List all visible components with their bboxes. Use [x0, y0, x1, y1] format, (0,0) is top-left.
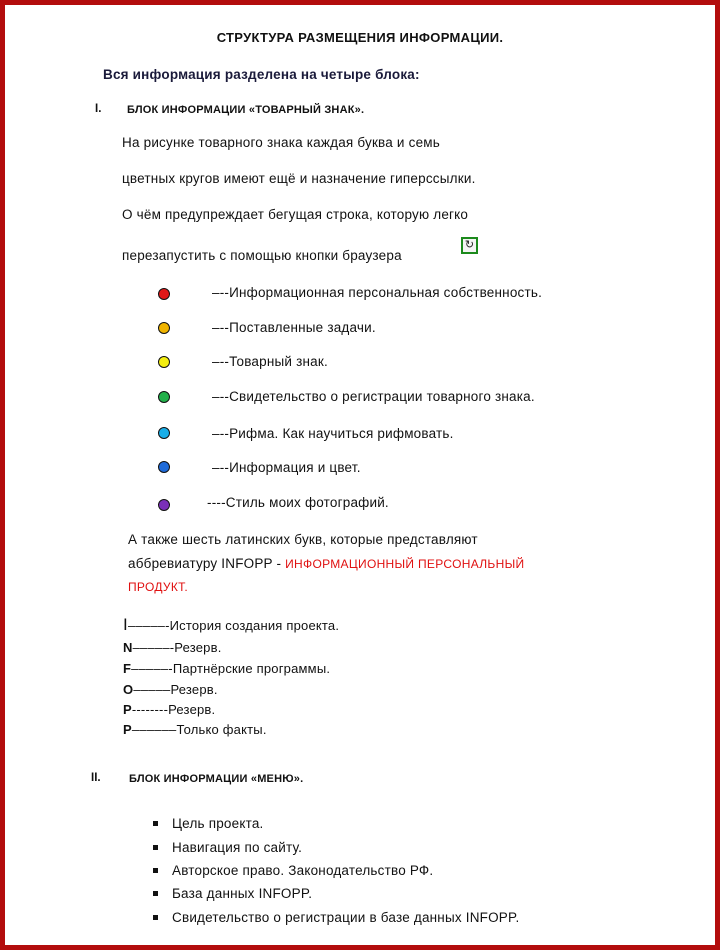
menu-item-copyright[interactable]: Авторское право. Законодательство РФ.	[172, 863, 434, 878]
letter-row-text: --------Резерв.	[131, 702, 216, 717]
infopp-expansion-part-1: ИНФОРМАЦИОННЫЙ ПЕРСОНАЛЬНЫЙ	[285, 557, 525, 571]
letter-row-text: –––––-История создания проекта.	[127, 618, 340, 633]
letter-O: O	[123, 682, 134, 697]
paragraph-line-2: цветных кругов имеют ещё и назначение гиперссылки.	[122, 171, 476, 186]
circle-label-7: ----Стиль моих фотографий.	[207, 495, 389, 510]
letter-P: P	[123, 722, 132, 737]
section-2-heading: БЛОК ИНФОРМАЦИИ «МЕНЮ».	[129, 773, 304, 785]
latin-line-1: А также шесть латинских букв, которые представляют	[128, 532, 478, 547]
section-1-number: I.	[95, 103, 102, 115]
menu-item-certificate[interactable]: Свидетельство о регистрации в базе данных INFOPP.	[172, 910, 520, 925]
letter-row-N[interactable]	[123, 640, 222, 655]
menu-item-database[interactable]: База данных INFOPP.	[172, 886, 313, 901]
circle-lightblue-link[interactable]	[158, 427, 170, 439]
letter-F: F	[123, 661, 132, 676]
paragraph-line-3: О чём предупреждает бегущая строка, которую легко	[122, 207, 469, 222]
letter-row-text: –––––-Резерв.	[132, 640, 222, 655]
letter-row-P2[interactable]	[123, 722, 267, 737]
circle-label-4: –--Свидетельство о регистрации товарного знака.	[212, 389, 535, 404]
letter-row-F[interactable]	[123, 661, 330, 676]
letter-row-I[interactable]	[123, 615, 339, 635]
circle-label-5: –--Рифма. Как научиться рифмовать.	[212, 426, 454, 441]
letter-P: P	[123, 702, 132, 717]
letter-row-P1[interactable]	[123, 702, 215, 717]
latin-line-2-prefix: аббревиатуру INFOPP -	[128, 556, 282, 571]
page-subtitle: Вся информация разделена на четыре блока:	[103, 67, 420, 82]
circle-label-1: –--Информационная персональная собственность.	[212, 285, 543, 300]
letter-row-text: –––––Резерв.	[133, 682, 218, 697]
circle-purple-link[interactable]	[158, 499, 170, 511]
letter-I: I	[123, 615, 128, 634]
letter-N: N	[123, 640, 133, 655]
infopp-expansion-part-2: ПРОДУКТ.	[128, 580, 189, 594]
bullet-icon	[153, 891, 158, 896]
bullet-icon	[153, 915, 158, 920]
page-title: СТРУКТУРА РАЗМЕЩЕНИЯ ИНФОРМАЦИИ.	[216, 30, 504, 45]
circle-label-2: –--Поставленные задачи.	[212, 320, 376, 335]
latin-line-2	[128, 556, 524, 571]
section-2-number: II.	[91, 772, 101, 784]
bullet-icon	[153, 821, 158, 826]
circle-blue-link[interactable]	[158, 461, 170, 473]
circle-yellow-link[interactable]	[158, 356, 170, 368]
circle-red-link[interactable]	[158, 288, 170, 300]
menu-item-navigation[interactable]: Навигация по сайту.	[172, 840, 303, 855]
circle-label-6: –--Информация и цвет.	[212, 460, 361, 475]
letter-row-text: –––––-Партнёрские программы.	[131, 661, 331, 676]
section-1-heading: БЛОК ИНФОРМАЦИИ «ТОВАРНЫЙ ЗНАК».	[127, 104, 365, 116]
circle-orange-link[interactable]	[158, 322, 170, 334]
circle-green-link[interactable]	[158, 391, 170, 403]
paragraph-line-1: На рисунке товарного знака каждая буква и семь	[122, 135, 440, 150]
bullet-icon	[153, 868, 158, 873]
browser-refresh-icon[interactable]: ↻	[461, 237, 478, 254]
bullet-icon	[153, 845, 158, 850]
letter-row-O[interactable]	[123, 682, 218, 697]
letter-row-text: ––––––Только факты.	[131, 722, 267, 737]
menu-item-goal[interactable]: Цель проекта.	[172, 816, 264, 831]
circle-label-3: –--Товарный знак.	[212, 354, 328, 369]
paragraph-line-4: перезапустить с помощью кнопки браузера	[122, 248, 402, 263]
